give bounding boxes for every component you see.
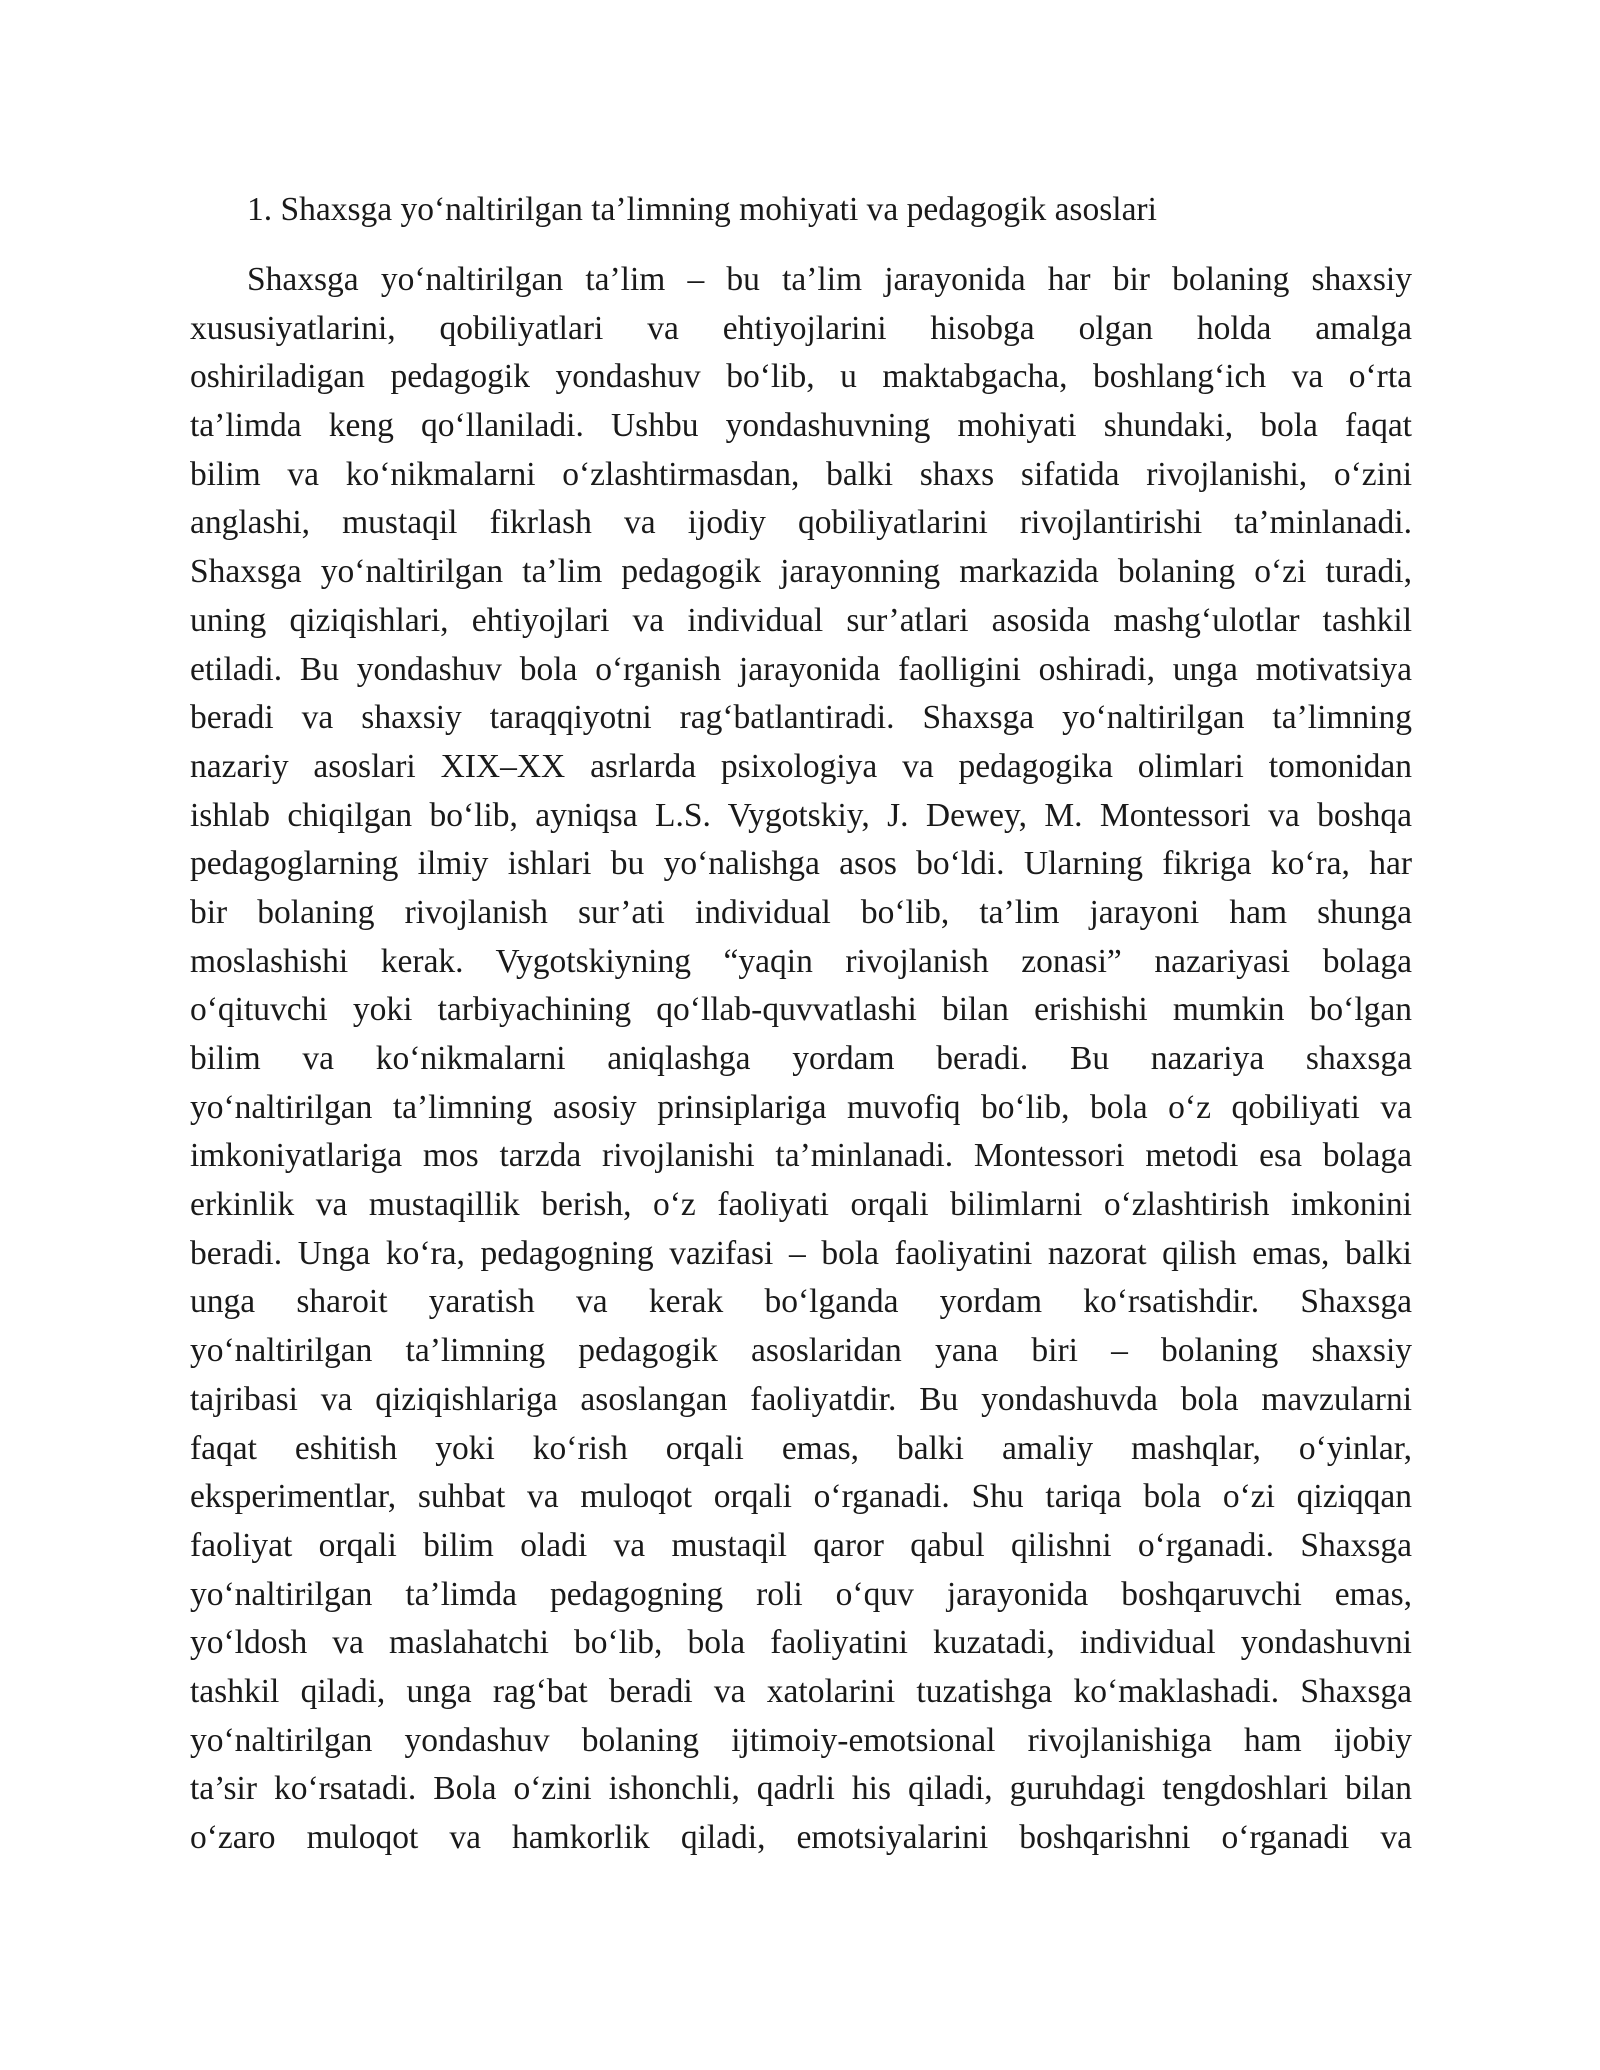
section-heading: 1. Shaxsga yo‘naltirilgan ta’limning mohiyati va pedagogik asoslari bbox=[247, 191, 1157, 228]
text-line: o‘zaro muloqot va hamkorlik qiladi, emotsiyalarini boshqarishni o‘rganadi va bbox=[190, 1819, 1412, 1856]
text-line: ta’sir ko‘rsatadi. Bola o‘zini ishonchli, qadrli his qiladi, guruhdagi tengdoshlari bilan bbox=[190, 1770, 1412, 1808]
text-line: oshiriladigan pedagogik yondashuv bo‘lib, u maktabgacha, boshlang‘ich va o‘rta bbox=[190, 358, 1412, 396]
text-line: etiladi. Bu yondashuv bola o‘rganish jarayonida faolligini oshiradi, unga motivatsiya bbox=[190, 650, 1412, 688]
text-line: eksperimentlar, suhbat va muloqot orqali o‘rganadi. Shu tariqa bola o‘zi qiziqqan bbox=[190, 1478, 1412, 1516]
document-content bbox=[190, 186, 1412, 1863]
text-line: bir bolaning rivojlanish sur’ati individual bo‘lib, ta’lim jarayoni ham shunga bbox=[190, 893, 1412, 931]
text-line: bilim va ko‘nikmalarni aniqlashga yordam beradi. Bu nazariya shaxsga bbox=[190, 1040, 1412, 1077]
text-line: yo‘naltirilgan ta’limda pedagogning roli o‘quv jarayonida boshqaruvchi emas, bbox=[190, 1575, 1412, 1613]
text-line: yo‘naltirilgan ta’limning pedagogik asoslaridan yana biri – bolaning shaxsiy bbox=[190, 1332, 1412, 1370]
text-line: erkinlik va mustaqillik berish, o‘z faoliyati orqali bilimlarni o‘zlashtirish imkonini bbox=[190, 1186, 1412, 1224]
text-line: ta’limda keng qo‘llaniladi. Ushbu yondashuvning mohiyati shundaki, bola faqat bbox=[190, 407, 1412, 445]
text-line: Shaxsga yo‘naltirilgan ta’lim – bu ta’lim jarayonida har bir bolaning shaxsiy bbox=[247, 261, 1412, 298]
text-line: tashkil qiladi, unga rag‘bat beradi va xatolarini tuzatishga ko‘maklashadi. Shaxsga bbox=[190, 1672, 1412, 1710]
text-line: nazariy asoslari XIX–XX asrlarda psixologiya va pedagogika olimlari tomonidan bbox=[190, 747, 1412, 785]
text-line: o‘qituvchi yoki tarbiyachining qo‘llab-quvvatlashi bilan erishishi mumkin bo‘lgan bbox=[190, 991, 1412, 1029]
text-line: moslashishi kerak. Vygotskiyning “yaqin rivojlanish zonasi” nazariyasi bolaga bbox=[190, 942, 1412, 980]
text-line: bilim va ko‘nikmalarni o‘zlashtirmasdan, balki shaxs sifatida rivojlanishi, o‘zini bbox=[190, 455, 1412, 493]
text-line: pedagoglarning ilmiy ishlari bu yo‘nalishga asos bo‘ldi. Ularning fikriga ko‘ra, har bbox=[190, 845, 1412, 883]
text-line: Shaxsga yo‘naltirilgan ta’lim pedagogik jarayonning markazida bolaning o‘zi turadi, bbox=[190, 553, 1412, 591]
text-line: faoliyat orqali bilim oladi va mustaqil qaror qabul qilishni o‘rganadi. Shaxsga bbox=[190, 1526, 1412, 1564]
text-line: yo‘naltirilgan yondashuv bolaning ijtimoiy-emotsional rivojlanishiga ham ijobiy bbox=[190, 1721, 1412, 1759]
text-line: yo‘ldosh va maslahatchi bo‘lib, bola faoliyatini kuzatadi, individual yondashuvni bbox=[190, 1624, 1412, 1662]
text-line: tajribasi va qiziqishlariga asoslangan faoliyatdir. Bu yondashuvda bola mavzularni bbox=[190, 1380, 1412, 1418]
text-line: beradi va shaxsiy taraqqiyotni rag‘batlantiradi. Shaxsga yo‘naltirilgan ta’limning bbox=[190, 699, 1412, 737]
text-line: xususiyatlarini, qobiliyatlari va ehtiyojlarini hisobga olgan holda amalga bbox=[190, 309, 1412, 347]
text-line: anglashi, mustaqil fikrlash va ijodiy qobiliyatlarini rivojlantirishi ta’minlanadi. bbox=[190, 504, 1412, 542]
text-line: ishlab chiqilgan bo‘lib, ayniqsa L.S. Vygotskiy, J. Dewey, M. Montessori va boshqa bbox=[190, 796, 1412, 834]
text-line: beradi. Unga ko‘ra, pedagogning vazifasi – bola faoliyatini nazorat qilish emas, balki bbox=[190, 1234, 1412, 1272]
text-line: faqat eshitish yoki ko‘rish orqali emas, balki amaliy mashqlar, o‘yinlar, bbox=[190, 1429, 1412, 1467]
text-line: uning qiziqishlari, ehtiyojlari va individual sur’atlari asosida mashg‘ulotlar tashkil bbox=[190, 601, 1412, 639]
text-line: yo‘naltirilgan ta’limning asosiy prinsiplariga muvofiq bo‘lib, bola o‘z qobiliyati va bbox=[190, 1088, 1412, 1126]
text-line: unga sharoit yaratish va kerak bo‘lganda yordam ko‘rsatishdir. Shaxsga bbox=[190, 1283, 1412, 1321]
text-line: imkoniyatlariga mos tarzda rivojlanishi ta’minlanadi. Montessori metodi esa bolaga bbox=[190, 1137, 1412, 1175]
body-paragraph bbox=[190, 256, 1412, 1863]
